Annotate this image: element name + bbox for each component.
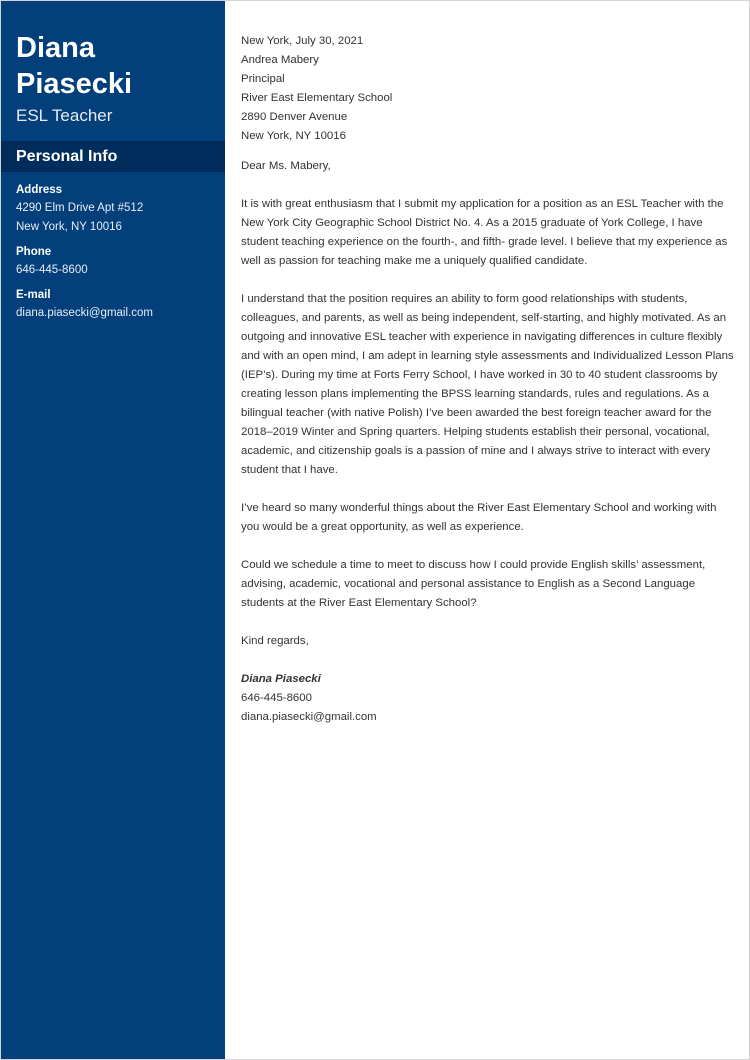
- email-value: diana.piasecki@gmail.com: [16, 307, 153, 319]
- paragraph-4: Could we schedule a time to meet to discuss how I could provide English skills’ assessment, advising, academic, vocational and personal assistance to English as a Second Language students at the River East Elementary School?: [241, 559, 706, 609]
- signature-email: diana.piasecki@gmail.com: [241, 711, 377, 723]
- recipient-title: Principal: [241, 73, 285, 85]
- paragraph-2: I understand that the position requires an ability to form good relationships with students, colleagues, and parents, as well as being independent, self-starting, and highly motivated. As an outgoing and innovative ESL teacher with experience in navigating differences in culture flexibly and with an open mind, I am adept in learning style assessments and Individualized Lesson Plans (IEP’s). During my time at Forts Ferry School, I have worked in 30 to 40 student classrooms by creating lesson plans implementing the BPSS learning standards, rules and regulations. As a bilingual teacher (with native Polish) I’ve been awarded the best foreign teacher award for the 2018–2019 Winter and Spring quarters. Helping students establish their personal, vocational, academic, and citizenship goals is a passion of mine and I always strive to interact with every student that I have.: [241, 293, 734, 476]
- applicant-first-name: Diana: [16, 32, 95, 64]
- job-title: ESL Teacher: [16, 106, 113, 125]
- closing: Kind regards,: [241, 635, 309, 647]
- address-line-2: New York, NY 10016: [16, 221, 122, 233]
- section-title: Personal Info: [16, 148, 118, 165]
- email-group: [16, 286, 221, 323]
- sidebar: [1, 1, 225, 1059]
- phone-value: 646-445-8600: [16, 264, 88, 276]
- recipient-city: New York, NY 10016: [241, 130, 346, 142]
- address-group: [16, 181, 221, 237]
- signature-phone: 646-445-8600: [241, 692, 312, 704]
- address-line-1: 4290 Elm Drive Apt #512: [16, 202, 144, 214]
- signature-name: Diana Piasecki: [241, 673, 321, 685]
- letter-date: New York, July 30, 2021: [241, 35, 364, 47]
- signature-block: [241, 670, 736, 727]
- letter-body: [241, 32, 736, 727]
- salutation: Dear Ms. Mabery,: [241, 160, 331, 172]
- applicant-name: [16, 30, 132, 102]
- phone-group: [16, 243, 221, 280]
- paragraph-3: I’ve heard so many wonderful things about the River East Elementary School and working with you would be a great opportunity, as well as experience.: [241, 502, 717, 533]
- email-label: E-mail: [16, 289, 51, 301]
- applicant-last-name: Piasecki: [16, 68, 133, 100]
- recipient-name: Andrea Mabery: [241, 54, 319, 66]
- phone-label: Phone: [16, 246, 52, 258]
- paragraph-1: It is with great enthusiasm that I submit my application for a position as an ESL Teacher with the New York City Geographic School District No. 4. As a 2015 graduate of York College, I have student teaching experience on the fourth-, and fifth- grade level. I believe that my experience as well as passion for teaching make me a uniquely qualified candidate.: [241, 198, 728, 267]
- personal-info: [16, 181, 221, 329]
- recipient-block: [241, 51, 736, 146]
- recipient-organization: River East Elementary School: [241, 92, 393, 104]
- address-label: Address: [16, 184, 63, 196]
- personal-info-header: [1, 141, 225, 172]
- recipient-street: 2890 Denver Avenue: [241, 111, 348, 123]
